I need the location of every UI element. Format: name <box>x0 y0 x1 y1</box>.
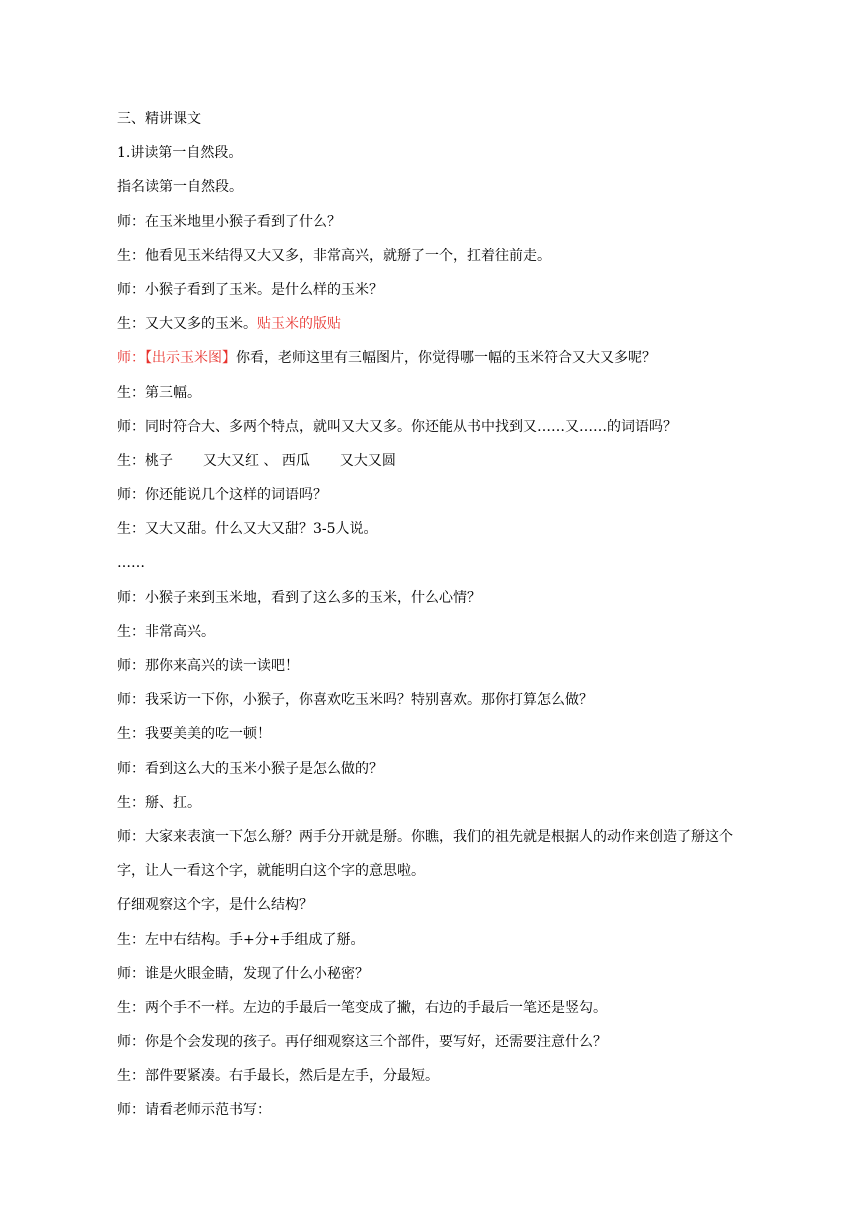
teacher-line: 师：小猴子来到玉米地，看到了这么多的玉米，什么心情？ <box>117 589 481 606</box>
lesson-document <box>117 102 757 1128</box>
student-line <box>117 444 757 478</box>
teacher-text: 你看，老师这里有三幅图片，你觉得哪一幅的玉米符合又大又多呢？ <box>236 350 656 367</box>
student-line: 生：他看见玉米结得又大又多，非常高兴，就掰了一个，扛着往前走。 <box>117 247 551 264</box>
teacher-line: 师：请看老师示范书写： <box>117 1102 271 1119</box>
teacher-line <box>117 341 757 375</box>
student-text: 生：又大又多的玉米。 <box>117 316 257 333</box>
subsection-heading: 1.讲读第一自然段。 <box>117 145 243 162</box>
student-line: 生：我要美美的吃一顿！ <box>117 726 271 743</box>
student-line: 生：部件要紧凑。右手最长，然后是左手，分最短。 <box>117 1068 439 1085</box>
student-line: 生：又大又甜。什么又大又甜？3-5人说。 <box>117 521 378 538</box>
ellipsis-line: …… <box>117 555 145 572</box>
student-line: 生：非常高兴。 <box>117 623 215 640</box>
word-item: 又大又圆 <box>339 452 396 469</box>
teaching-note: 师：【出示玉米图】 <box>117 350 236 367</box>
teacher-line: 师：小猴子看到了玉米。是什么样的玉米？ <box>117 281 383 298</box>
teacher-line: 师：我采访一下你，小猴子，你喜欢吃玉米吗？特别喜欢。那你打算怎么做？ <box>117 692 593 709</box>
teacher-line: 师：你是个会发现的孩子。再仔细观察这三个部件，要写好，还需要注意什么？ <box>117 1034 607 1051</box>
word-item: 又大又红 、 西瓜 <box>203 452 310 469</box>
teacher-line: 师：同时符合大、多两个特点，就叫又大又多。你还能从书中找到又……又……的词语吗？ <box>117 418 677 435</box>
text-line: 仔细观察这个字，是什么结构？ <box>117 897 313 914</box>
teacher-line: 师：在玉米地里小猴子看到了什么？ <box>117 213 341 230</box>
teacher-line: 师：看到这么大的玉米小猴子是怎么做的？ <box>117 760 383 777</box>
teacher-line: 师：那你来高兴的读一读吧！ <box>117 658 299 674</box>
teaching-note: 贴玉米的版贴 <box>257 316 341 333</box>
student-line: 生：掰、扛。 <box>117 794 201 811</box>
student-line: 生：两个手不一样。左边的手最后一笔变成了撇，右边的手最后一笔还是竖勾。 <box>117 999 607 1016</box>
student-line: 生：第三幅。 <box>117 384 201 401</box>
word-item: 生：桃子 <box>117 452 173 469</box>
section-heading: 三、精讲课文 <box>117 111 201 127</box>
student-line <box>117 307 757 341</box>
teacher-line: 师：谁是火眼金睛，发现了什么小秘密？ <box>117 965 369 982</box>
teacher-paragraph: 师：大家来表演一下怎么掰？两手分开就是掰。你瞧，我们的祖先就是根据人的动作来创造了掰这个字，让人一看这个字，就能明白这个字的意思啦。 <box>117 828 733 880</box>
text-line: 指名读第一自然段。 <box>117 179 243 196</box>
student-line: 生：左中右结构。手+分+手组成了掰。 <box>117 931 365 948</box>
teacher-line: 师：你还能说几个这样的词语吗？ <box>117 487 327 504</box>
